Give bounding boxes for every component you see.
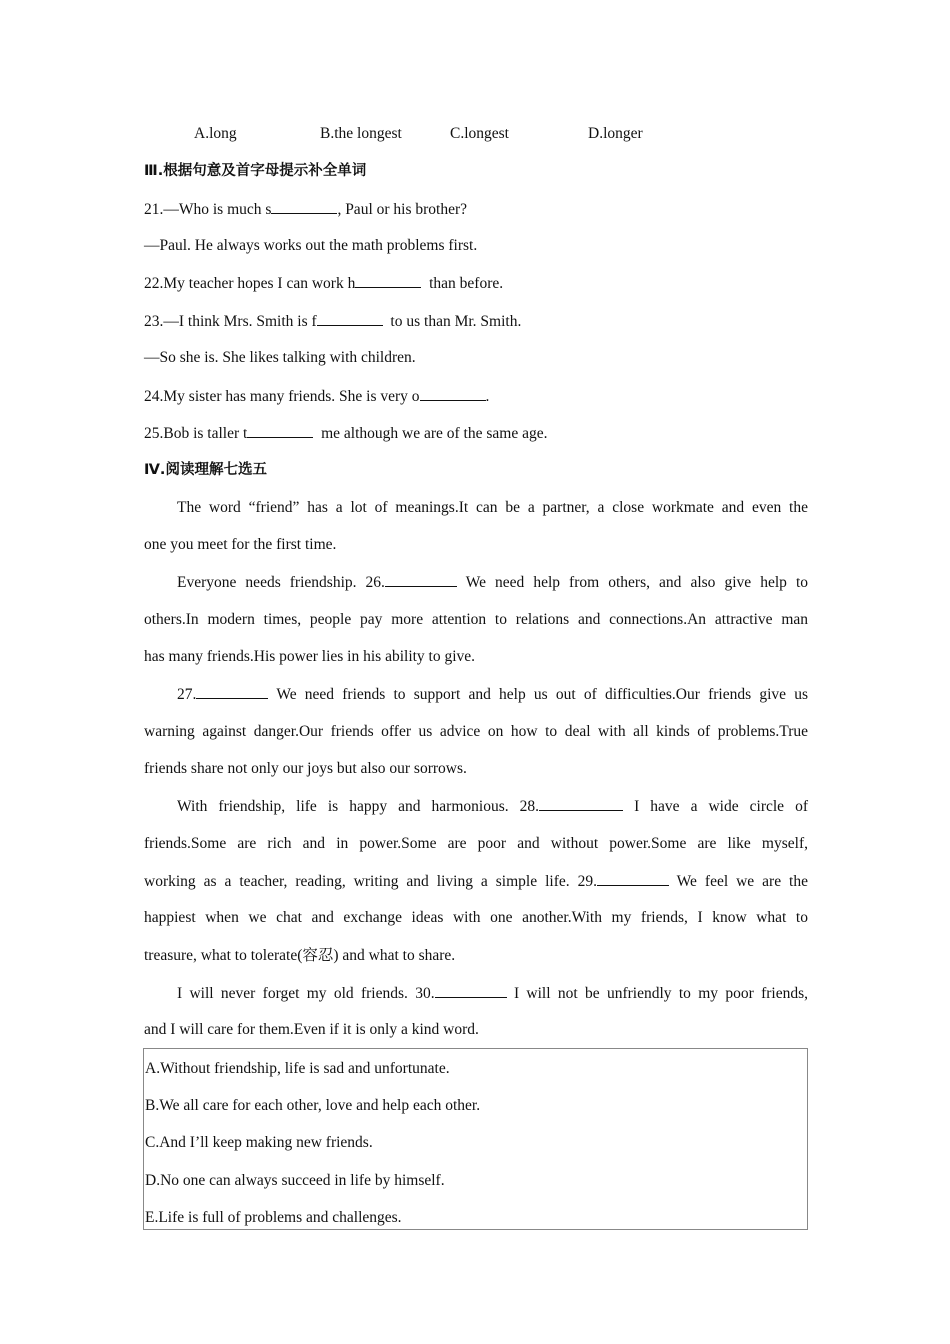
p1-line-1: The word “friend” has a lot of meanings.It can be a partner, a close workmate and even the xyxy=(177,499,808,516)
p5-line-1 xyxy=(177,983,808,1004)
choice-a: A.Without friendship, life is sad and unfortunate. xyxy=(145,1060,450,1077)
blank-26[interactable] xyxy=(385,572,457,587)
p4-line-1 xyxy=(177,796,808,817)
choice-b: B.We all care for each other, love and help each other. xyxy=(145,1097,481,1114)
q21-answer-line: —Paul. He always works out the math problems first. xyxy=(144,237,478,254)
p5-text-after: I will not be unfriendly to my poor friends, xyxy=(513,985,808,1002)
choice-c: C.And I’ll keep making new friends. xyxy=(145,1134,373,1151)
q24-text-after: . xyxy=(485,388,490,405)
q23-text-after: to us than Mr. Smith. xyxy=(390,313,522,330)
p3-line-3: friends share not only our joys but also our sorrows. xyxy=(144,760,467,777)
p3-line-1 xyxy=(177,684,808,705)
q23-blank[interactable] xyxy=(317,311,383,326)
q22-text-after: than before. xyxy=(429,275,504,292)
q21-blank[interactable] xyxy=(271,199,337,214)
p4-line3-before: working as a teacher, reading, writing and living a simple life. 29. xyxy=(144,873,597,890)
p2-line-3: has many friends.His power lies in his ability to give. xyxy=(144,648,476,665)
q23-text-before: 23.—I think Mrs. Smith is f xyxy=(144,313,317,330)
option-c: C.longest xyxy=(450,125,509,142)
blank-30[interactable] xyxy=(435,983,507,998)
section-3-heading: Ⅲ.根据句意及首字母提示补全单词 xyxy=(144,163,367,179)
p3-text-before: 27. xyxy=(177,686,197,703)
p2-text-before: Everyone needs friendship. 26. xyxy=(177,574,385,591)
p4-line-3 xyxy=(144,871,808,892)
option-d: D.longer xyxy=(588,125,643,142)
p3-line-2: warning against danger.Our friends offer us advice on how to deal with all kinds of problems.True xyxy=(144,723,808,740)
section-4-heading: Ⅳ.阅读理解七选五 xyxy=(144,462,267,478)
choice-d: D.No one can always succeed in life by himself. xyxy=(145,1172,445,1189)
choices-box xyxy=(143,1048,808,1230)
question-23 xyxy=(144,311,521,332)
p4-text-before: With friendship, life is happy and harmonious. 28. xyxy=(177,798,540,815)
question-21 xyxy=(144,199,467,220)
p2-line-1 xyxy=(177,572,808,593)
q25-text-before: 25.Bob is taller t xyxy=(144,425,248,442)
blank-28[interactable] xyxy=(539,796,623,811)
p2-line-2: others.In modern times, people pay more attention to relations and connections.An attractive man xyxy=(144,611,808,628)
q24-blank[interactable] xyxy=(420,386,486,401)
blank-29[interactable] xyxy=(597,871,669,886)
option-b: B.the longest xyxy=(320,125,402,142)
q24-text-before: 24.My sister has many friends. She is very o xyxy=(144,388,420,405)
q21-text-before: 21.—Who is much s xyxy=(144,201,272,218)
choice-e: E.Life is full of problems and challenges. xyxy=(145,1209,402,1226)
question-25 xyxy=(144,423,547,444)
p4-line3-after: We feel we are the xyxy=(676,873,808,890)
q22-blank[interactable] xyxy=(355,273,421,288)
q22-text-before: 22.My teacher hopes I can work h xyxy=(144,275,356,292)
p4-line-5: treasure, what to tolerate(容忍) and what to share. xyxy=(144,947,456,964)
p3-text-after: We need friends to support and help us out of difficulties.Our friends give us xyxy=(276,686,808,703)
p4-line-2: friends.Some are rich and in power.Some are poor and without power.Some are like myself, xyxy=(144,835,808,852)
question-22 xyxy=(144,273,503,294)
p4-text-after: I have a wide circle of xyxy=(634,798,809,815)
blank-27[interactable] xyxy=(196,684,268,699)
q23-answer-line: —So she is. She likes talking with children. xyxy=(144,349,416,366)
p4-line-4: happiest when we chat and exchange ideas with one another.With my friends, I know what to xyxy=(144,909,808,926)
p2-text-after: We need help from others, and also give help to xyxy=(465,574,808,591)
p5-line-2: and I will care for them.Even if it is only a kind word. xyxy=(144,1021,479,1038)
q25-text-after: me although we are of the same age. xyxy=(321,425,548,442)
q25-blank[interactable] xyxy=(247,423,313,438)
question-24 xyxy=(144,386,489,407)
option-a: A.long xyxy=(194,125,237,142)
p5-text-before: I will never forget my old friends. 30. xyxy=(177,985,435,1002)
p1-line-2: one you meet for the first time. xyxy=(144,536,337,553)
q21-text-after: , Paul or his brother? xyxy=(337,201,468,218)
